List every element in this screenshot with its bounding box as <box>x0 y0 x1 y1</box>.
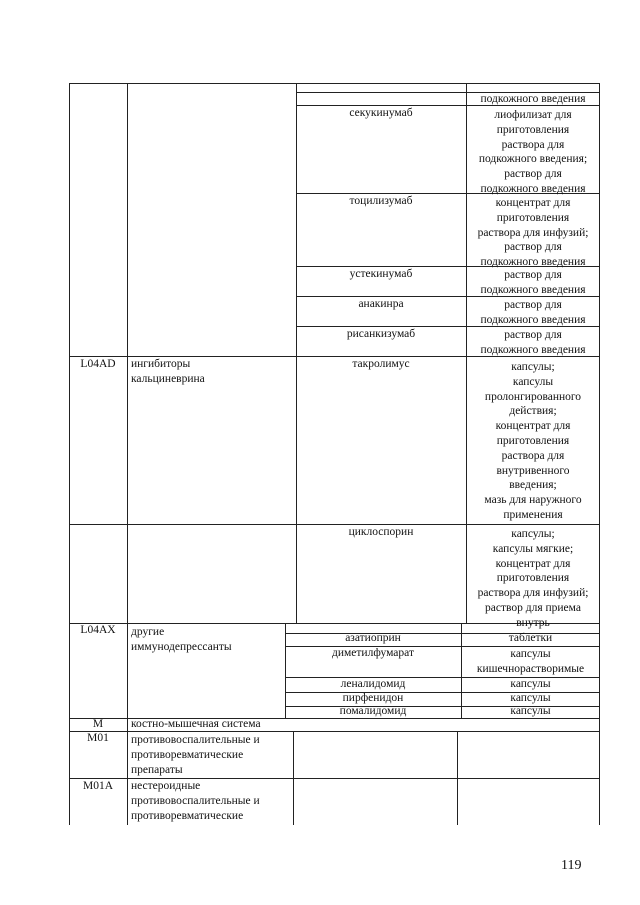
drug-cell: азатиоприн <box>345 632 401 644</box>
drug-cell: диметилфумарат <box>332 647 414 659</box>
group-line: иммунодепрессанты <box>131 640 232 653</box>
form-line: раствора для <box>501 449 565 462</box>
form-line: раствор для <box>504 269 562 281</box>
form-line: подкожного введения <box>480 283 586 296</box>
form-line: капсулы <box>510 648 551 660</box>
drug-cell: помалидомид <box>339 705 407 717</box>
form-line: раствор для приема <box>485 601 581 614</box>
form-cell: капсулы <box>510 692 551 704</box>
form-cell <box>466 360 600 523</box>
table-border-left <box>69 83 70 825</box>
form-cell <box>466 328 600 358</box>
form-line: пролонгированного <box>484 390 582 403</box>
form-cell <box>466 268 600 298</box>
form-cell: таблетки <box>508 632 553 644</box>
drug-cell: рисанкизумаб <box>346 328 416 340</box>
atc-code-cell: L04AD <box>80 358 116 370</box>
drug-cell: леналидомид <box>340 678 406 690</box>
form-line: раствор для <box>504 241 562 254</box>
drug-cell: такролимус <box>352 358 410 370</box>
drug-cell: циклоспорин <box>348 526 414 538</box>
group-line: кальциневрина <box>131 372 205 385</box>
form-line: приготовления <box>496 434 570 447</box>
form-line: приготовления <box>496 572 570 585</box>
form-line: капсулы мягкие; <box>492 542 574 555</box>
form-line: капсулы; <box>511 361 555 373</box>
group-cell: костно-мышечная система <box>131 718 261 730</box>
form-line: внутрь <box>516 616 550 629</box>
col-sep-code <box>127 83 128 825</box>
form-line: капсулы <box>512 375 554 388</box>
form-line: внутривенного <box>496 464 570 477</box>
form-line: концентрат для <box>495 557 571 570</box>
atc-code-cell: M01A <box>82 780 114 792</box>
row-line <box>69 731 600 732</box>
form-line: раствор для <box>504 299 562 311</box>
form-cell <box>466 108 600 197</box>
page-number: 119 <box>561 858 582 873</box>
form-line: раствора для <box>501 138 565 151</box>
form-line: применения <box>503 508 563 521</box>
group-cell <box>127 733 293 777</box>
form-line: раствор для <box>504 168 562 181</box>
group-cell <box>127 625 287 655</box>
form-line: подкожного введения <box>480 182 586 195</box>
form-line: приготовления <box>496 123 570 136</box>
drug-cell: тоцилизумаб <box>349 195 413 207</box>
group-line: противовоспалительные и <box>131 734 260 746</box>
group-line: противоревматические <box>131 809 244 822</box>
form-line: раствор для <box>504 329 562 341</box>
form-line: подкожного введения <box>480 343 586 356</box>
form-cell: капсулы <box>510 678 551 690</box>
form-line: концентрат для <box>495 420 571 433</box>
drug-cell: секукинумаб <box>349 107 413 119</box>
group-line: противовоспалительные и <box>131 794 260 807</box>
form-cell <box>466 196 600 270</box>
group-cell <box>127 357 296 387</box>
group-line: противоревматические <box>131 748 244 761</box>
form-cell <box>461 647 600 677</box>
form-line: подкожного введения; <box>478 153 588 166</box>
form-cell <box>466 527 600 631</box>
form-line: лиофилизат для <box>494 109 572 121</box>
form-cell: подкожного введения <box>480 93 586 105</box>
drug-cell: пирфенидон <box>342 692 404 704</box>
form-cell <box>466 298 600 328</box>
group-line: ингибиторы <box>131 358 191 370</box>
form-line: приготовления <box>496 211 570 224</box>
form-line: кишечнорастворимые <box>476 662 585 675</box>
atc-code-cell: M <box>92 718 104 730</box>
group-cell <box>127 779 293 823</box>
row-line <box>69 83 600 84</box>
atc-code-cell: M01 <box>87 732 109 744</box>
group-line: препараты <box>131 763 183 776</box>
form-line: подкожного введения <box>480 256 586 269</box>
form-line: концентрат для <box>495 197 571 209</box>
form-cell: капсулы <box>510 705 551 717</box>
form-line: подкожного введения <box>480 313 586 326</box>
form-line: действия; <box>509 405 557 418</box>
form-line: раствора для инфузий; <box>477 587 589 600</box>
form-line: капсулы; <box>511 528 555 540</box>
col-sep-group-upper <box>296 83 297 623</box>
atc-code-cell: L04AX <box>80 624 116 636</box>
drug-cell: анакинра <box>358 298 404 310</box>
form-line: мазь для наружного <box>484 494 582 507</box>
group-line: другие <box>131 626 165 638</box>
form-line: раствора для инфузий; <box>477 226 589 239</box>
form-line: введения; <box>509 479 557 492</box>
drug-cell: устекинумаб <box>349 268 413 280</box>
group-line: нестероидные <box>131 780 201 792</box>
